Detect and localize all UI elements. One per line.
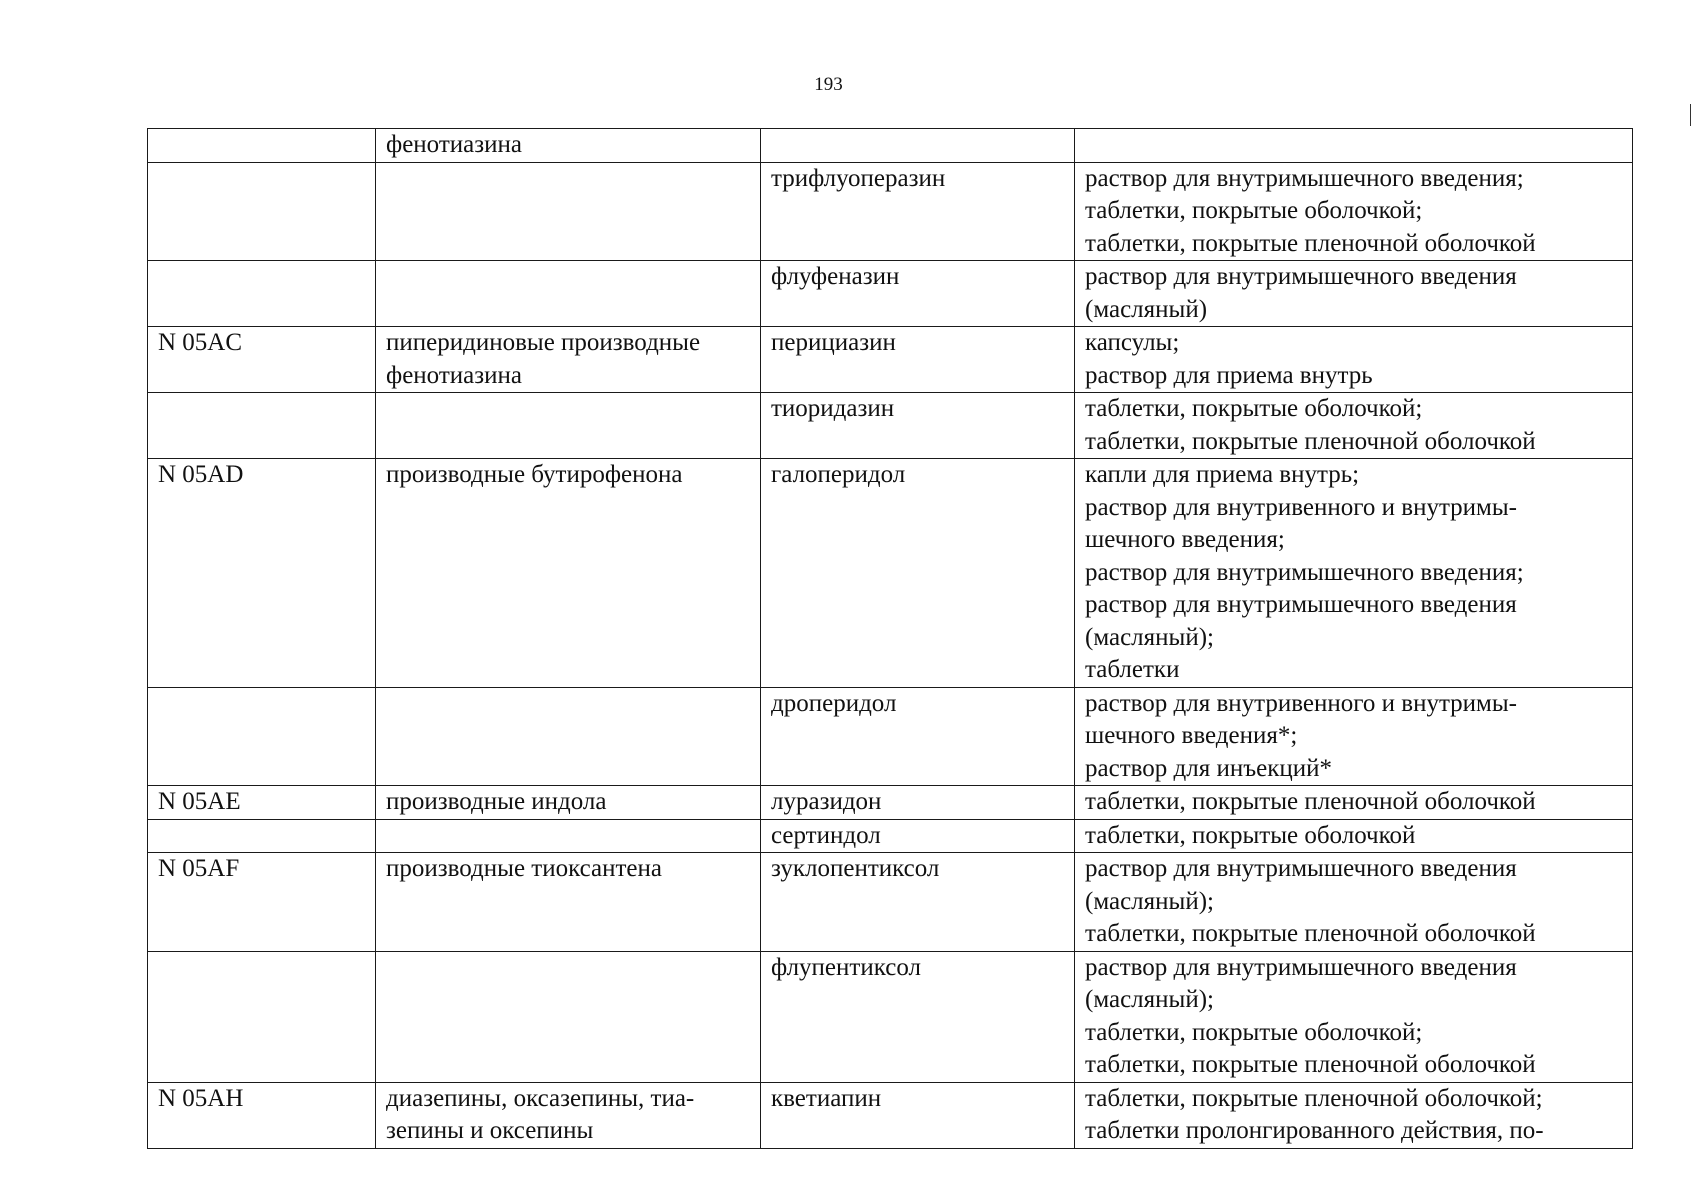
table-row (148, 853, 1633, 952)
dosage-form-line: раствор для внутримышечного введения (1085, 591, 1517, 618)
drug-name: галоперидол (771, 461, 906, 488)
table-row (148, 819, 1633, 853)
drug-name-cell (761, 786, 1075, 820)
dosage-form-line: раствор для приема внутрь (1085, 361, 1373, 389)
dosage-form-line: таблетки, покрытые оболочкой; (1085, 197, 1423, 224)
dosage-form-line: таблетки, покрытые пленочной оболочкой (1085, 427, 1536, 455)
group-name-cell (376, 393, 761, 459)
dosage-form-line: таблетки пролонгированного действия, по- (1085, 1117, 1544, 1144)
group-name-line: пиперидиновые производные (386, 329, 701, 356)
table-row (148, 261, 1633, 327)
drug-name-cell (761, 129, 1075, 163)
table-row (148, 1082, 1633, 1148)
atc-code-cell (148, 393, 376, 459)
group-name-cell (376, 687, 761, 786)
dosage-form-line: капли для приема внутрь; (1085, 461, 1360, 488)
drug-name: дроперидол (771, 689, 897, 717)
group-name-line: диазепины, оксазепины, тиа- (386, 1084, 695, 1112)
drug-name-cell (761, 1082, 1075, 1148)
dosage-forms-cell (1075, 129, 1633, 163)
drug-name: сертиндол (771, 821, 881, 849)
drug-name-cell (761, 327, 1075, 393)
dosage-form-line: таблетки, покрытые пленочной оболочкой (1085, 920, 1536, 947)
dosage-form-line: (масляный); (1085, 623, 1214, 651)
dosage-form-line: раствор для внутримышечного введения (1085, 855, 1517, 882)
dosage-form-line: раствор для внутримышечного введения; (1085, 164, 1524, 192)
group-name-cell (376, 459, 761, 688)
group-name-line: фенотиазина (386, 131, 522, 158)
atc-code-cell (148, 853, 376, 952)
atc-code-cell (148, 261, 376, 327)
drug-name: тиоридазин (771, 395, 895, 422)
scan-edge-mark (1690, 104, 1697, 126)
table-row (148, 786, 1633, 820)
atc-code-cell (148, 819, 376, 853)
dosage-form-line: таблетки, покрытые пленочной оболочкой (1085, 1051, 1536, 1078)
drug-table (147, 128, 1633, 1149)
dosage-form-line: шечного введения*; (1085, 722, 1298, 749)
drug-name: флуфеназин (771, 263, 900, 290)
atc-code: N 05AE (158, 788, 241, 815)
dosage-form-line: таблетки, покрытые пленочной оболочкой (1085, 229, 1536, 257)
dosage-forms-cell (1075, 393, 1633, 459)
group-name-line: производные индола (386, 788, 607, 815)
group-name-cell (376, 853, 761, 952)
group-name-cell (376, 786, 761, 820)
atc-code-cell (148, 687, 376, 786)
dosage-form-line: таблетки, покрытые оболочкой (1085, 821, 1416, 849)
dosage-form-line: (масляный) (1085, 295, 1208, 323)
table-row (148, 327, 1633, 393)
dosage-form-line: таблетки (1085, 656, 1180, 683)
dosage-forms-cell (1075, 327, 1633, 393)
drug-name: трифлуоперазин (771, 164, 946, 192)
drug-name-cell (761, 459, 1075, 688)
dosage-form-line: таблетки, покрытые пленочной оболочкой; (1085, 1084, 1543, 1112)
dosage-form-line: раствор для инъекций* (1085, 754, 1333, 782)
drug-name-cell (761, 951, 1075, 1082)
group-name-line: производные тиоксантена (386, 855, 662, 882)
group-name-cell (376, 1082, 761, 1148)
group-name-cell (376, 261, 761, 327)
dosage-form-line: таблетки, покрытые пленочной оболочкой (1085, 788, 1536, 815)
dosage-form-line: капсулы; (1085, 329, 1180, 356)
dosage-form-line: раствор для внутримышечного введения (1085, 263, 1517, 290)
page-number (0, 74, 1697, 96)
dosage-forms-cell (1075, 786, 1633, 820)
drug-name: кветиапин (771, 1084, 882, 1112)
group-name-line: фенотиазина (386, 361, 522, 389)
dosage-forms-cell (1075, 261, 1633, 327)
atc-code-cell (148, 786, 376, 820)
dosage-form-line: шечного введения; (1085, 526, 1285, 553)
drug-name-cell (761, 853, 1075, 952)
group-name-line: производные бутирофенона (386, 461, 683, 488)
drug-name: флупентиксол (771, 953, 921, 981)
group-name-cell (376, 162, 761, 261)
atc-code-cell (148, 162, 376, 261)
atc-code: N 05AF (158, 855, 240, 882)
dosage-form-line: таблетки, покрытые оболочкой; (1085, 1018, 1423, 1046)
atc-code: N 05AD (158, 461, 244, 488)
page-number-text: 193 (814, 74, 843, 95)
group-name-cell (376, 819, 761, 853)
drug-name-cell (761, 162, 1075, 261)
dosage-form-line: раствор для внутримышечного введения; (1085, 558, 1524, 586)
dosage-form-line: раствор для внутривенного и внутримы- (1085, 689, 1517, 717)
table-row (148, 687, 1633, 786)
dosage-form-line: раствор для внутримышечного введения (1085, 953, 1517, 981)
dosage-form-line: раствор для внутривенного и внутримы- (1085, 493, 1517, 521)
table-row (148, 129, 1633, 163)
dosage-forms-cell (1075, 1082, 1633, 1148)
dosage-forms-cell (1075, 853, 1633, 952)
group-name-cell (376, 327, 761, 393)
dosage-forms-cell (1075, 951, 1633, 1082)
dosage-forms-cell (1075, 162, 1633, 261)
drug-name: зуклопентиксол (771, 855, 940, 882)
atc-code-cell (148, 459, 376, 688)
drug-name-cell (761, 261, 1075, 327)
table-row (148, 162, 1633, 261)
table-row (148, 459, 1633, 688)
drug-name: перициазин (771, 329, 896, 356)
dosage-form-line: таблетки, покрытые оболочкой; (1085, 395, 1423, 422)
dosage-form-line: (масляный); (1085, 986, 1214, 1013)
group-name-cell (376, 129, 761, 163)
atc-code-cell (148, 1082, 376, 1148)
dosage-form-line: (масляный); (1085, 887, 1214, 915)
atc-code-cell (148, 129, 376, 163)
table-row (148, 951, 1633, 1082)
drug-name: луразидон (771, 788, 882, 815)
atc-code: N 05AH (158, 1084, 244, 1112)
drug-name-cell (761, 819, 1075, 853)
drug-name-cell (761, 687, 1075, 786)
drug-table-body (148, 129, 1633, 1149)
table-row (148, 393, 1633, 459)
atc-code-cell (148, 951, 376, 1082)
group-name-line: зепины и оксепины (386, 1117, 594, 1144)
dosage-forms-cell (1075, 687, 1633, 786)
atc-code-cell (148, 327, 376, 393)
dosage-forms-cell (1075, 459, 1633, 688)
group-name-cell (376, 951, 761, 1082)
atc-code: N 05AC (158, 329, 243, 356)
drug-name-cell (761, 393, 1075, 459)
dosage-forms-cell (1075, 819, 1633, 853)
